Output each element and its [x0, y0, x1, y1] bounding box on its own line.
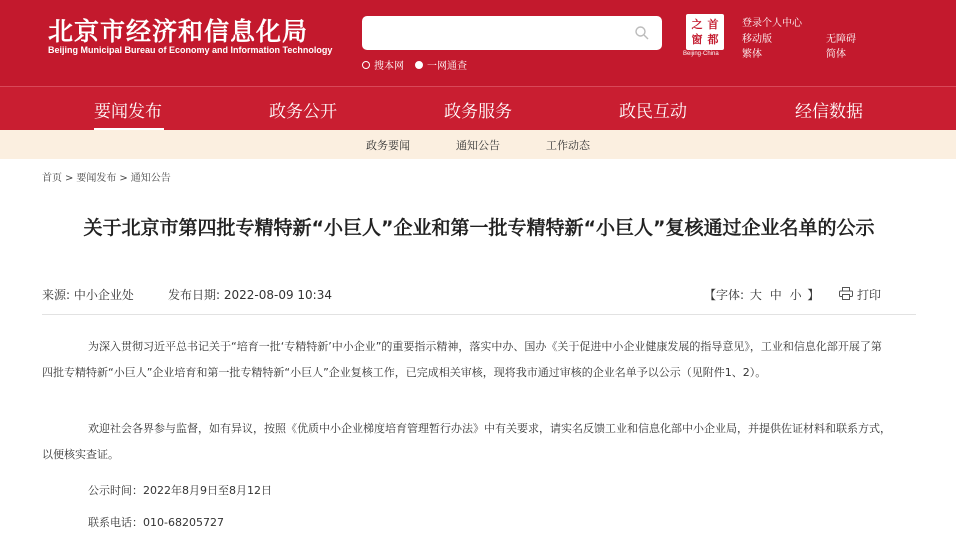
- site-header: [0, 0, 956, 86]
- site-logo-subtitle: Beijing Municipal Bureau of Economy and Information Technology: [48, 45, 333, 55]
- search-option-all[interactable]: [415, 57, 467, 72]
- font-size-label: 【字体:: [704, 288, 745, 302]
- nav-item-gov-open[interactable]: 政务公开: [269, 102, 337, 122]
- font-size-control: [704, 286, 819, 303]
- nav-item-data[interactable]: 经信数据: [795, 102, 863, 122]
- article-date: 发布日期: 2022-08-09 10:34: [168, 288, 332, 302]
- search-input[interactable]: [370, 20, 620, 46]
- accessibility-link[interactable]: 无障碍: [826, 34, 856, 45]
- breadcrumb-notices[interactable]: 通知公告: [130, 173, 171, 184]
- seal-char: 首: [707, 18, 719, 31]
- breadcrumb-home[interactable]: 首页: [42, 173, 62, 184]
- site-logo-title[interactable]: 北京市经济和信息化局: [48, 17, 309, 46]
- login-link[interactable]: 登录个人中心: [742, 18, 802, 29]
- article-title: 关于北京市第四批专精特新“小巨人”企业和第一批专精特新“小巨人”复核通过企业名单的公示: [83, 217, 875, 239]
- breadcrumb-news[interactable]: 要闻发布: [76, 173, 117, 184]
- seal-caption: Beijing·China: [683, 51, 719, 57]
- font-size-label-close: 】: [807, 288, 820, 302]
- article-paragraph-1: 为深入贯彻习近平总书记关于“培育一批‘专精特新’中小企业”的重要指示精神，落实中办、国办《关于促进中小企业健康发展的指导意见》，工业和信息化部开展了第四批专精特新“小巨人”企业培育和第一批专精特新“小巨人”企业复核工作，已完成相关审核，现将我市通过审核的企业名单予以公示（见附件1、2）。: [42, 340, 882, 379]
- subnav-item-gov-news[interactable]: 政务要闻: [366, 139, 410, 152]
- print-icon: [839, 287, 853, 303]
- seal-char: 都: [707, 33, 719, 46]
- simplified-chinese-link[interactable]: 简体: [826, 49, 846, 60]
- traditional-chinese-link[interactable]: 繁体: [742, 49, 762, 60]
- search-icon[interactable]: [634, 25, 650, 41]
- search-option-label: 搜本网: [374, 61, 404, 72]
- main-nav: [0, 86, 956, 130]
- font-size-large[interactable]: 大: [749, 288, 762, 302]
- breadcrumb-separator: >: [65, 173, 74, 184]
- subnav-item-notices[interactable]: 通知公告: [456, 139, 500, 152]
- print-label: 打印: [857, 288, 882, 302]
- search-option-site[interactable]: [362, 57, 404, 72]
- radio-icon: [415, 61, 423, 69]
- nav-item-news[interactable]: 要闻发布: [94, 102, 162, 122]
- nav-item-interaction[interactable]: 政民互动: [619, 102, 687, 122]
- breadcrumb: [42, 169, 171, 184]
- search-option-label: 一网通查: [427, 61, 467, 72]
- print-button[interactable]: [839, 286, 881, 303]
- radio-selected-icon: [362, 61, 370, 69]
- contact-phone: 联系电话：010-68205727: [88, 516, 224, 529]
- breadcrumb-separator: >: [119, 173, 128, 184]
- seal-char: 之: [691, 18, 703, 31]
- notice-period: 公示时间：2022年8月9日至8月12日: [88, 484, 272, 497]
- article-paragraph-2: 欢迎社会各界参与监督，如有异议，按照《优质中小企业梯度培育管理暂行办法》中有关要求，请实名反馈工业和信息化部中小企业局，并提供佐证材料和联系方式，以便核实查证。: [42, 422, 891, 461]
- font-size-small[interactable]: 小: [789, 288, 802, 302]
- subnav-item-updates[interactable]: 工作动态: [546, 139, 590, 152]
- article-source: 来源: 中小企业处: [42, 288, 134, 302]
- capital-window-seal[interactable]: [686, 14, 724, 50]
- font-size-medium[interactable]: 中: [769, 288, 782, 302]
- nav-item-gov-service[interactable]: 政务服务: [444, 102, 512, 122]
- sub-nav: [0, 130, 956, 159]
- search-box: [362, 16, 662, 50]
- seal-char: 窗: [691, 33, 703, 46]
- meta-divider: [42, 314, 916, 315]
- mobile-version-link[interactable]: 移动版: [742, 34, 772, 45]
